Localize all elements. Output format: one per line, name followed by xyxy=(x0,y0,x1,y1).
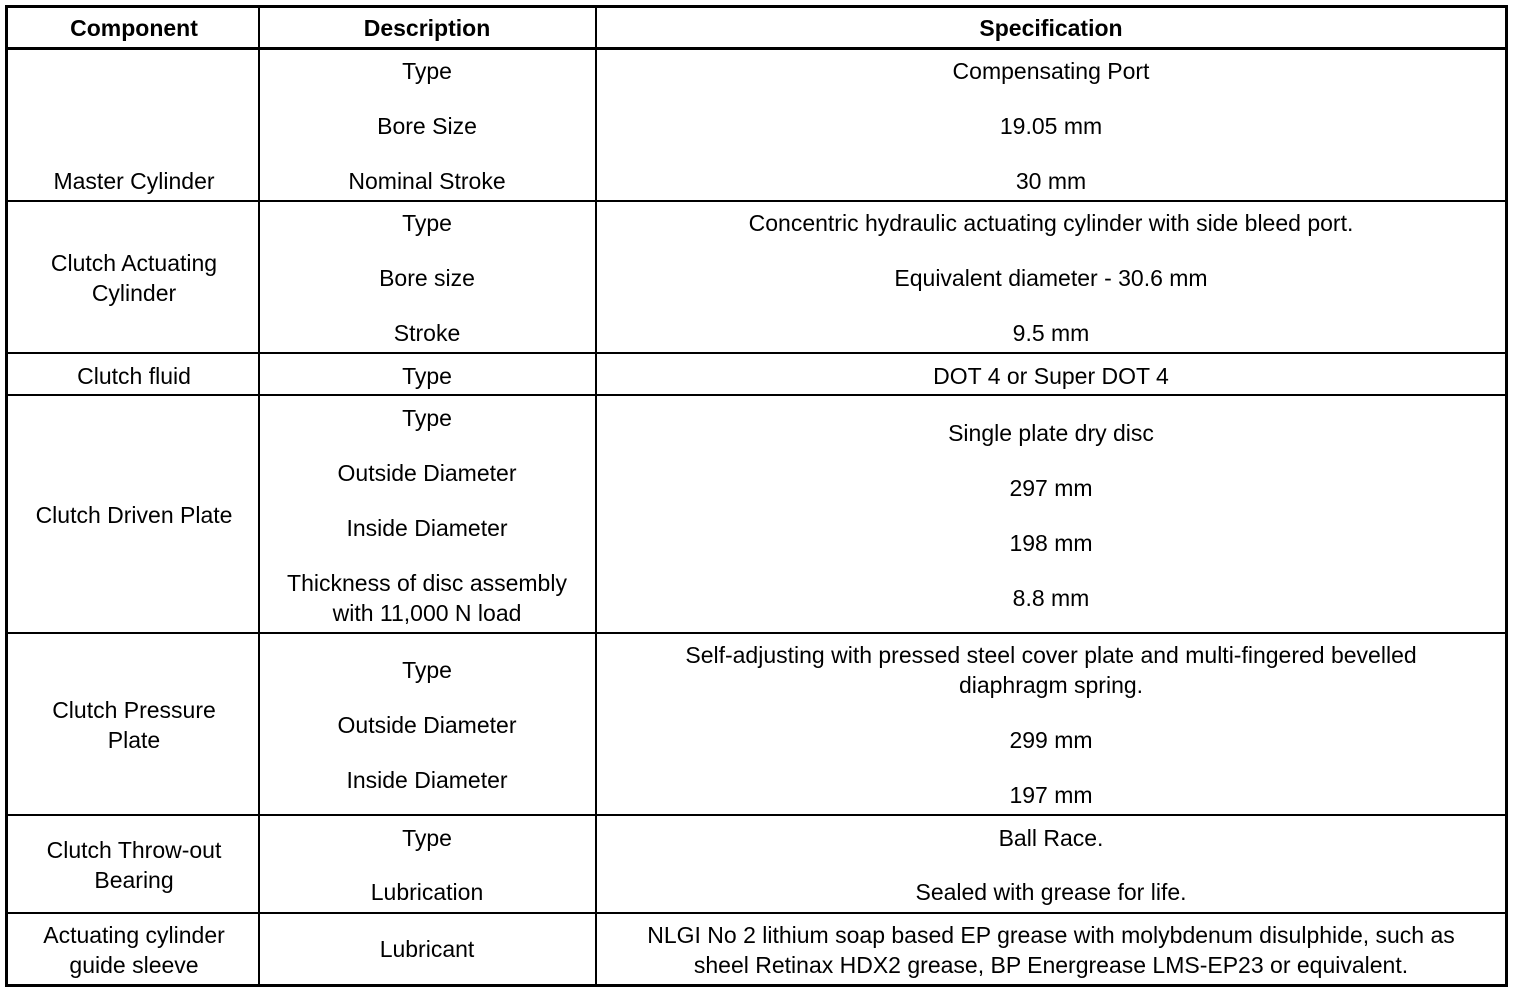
specification-cell: Concentric hydraulic actuating cylinder with side bleed port. xyxy=(748,210,1354,236)
component-cell: Clutch Pressure xyxy=(52,697,216,723)
specification-cell: DOT 4 or Super DOT 4 xyxy=(933,363,1169,389)
header-component: Component xyxy=(70,15,198,41)
description-cell: Outside Diameter xyxy=(337,712,517,738)
description-cell: Inside Diameter xyxy=(346,515,508,541)
description-cell: Type xyxy=(402,363,452,389)
column-divider xyxy=(595,8,597,984)
description-cell: Thickness of disc assembly xyxy=(287,570,567,596)
header-specification: Specification xyxy=(979,15,1123,41)
row-divider xyxy=(8,200,1505,202)
header-description: Description xyxy=(363,15,491,41)
description-cell: Outside Diameter xyxy=(337,460,517,486)
specification-cell: Sealed with grease for life. xyxy=(915,879,1187,905)
component-cell: Plate xyxy=(107,727,161,753)
description-cell: Type xyxy=(402,825,452,851)
component-cell: Actuating cylinder xyxy=(43,922,225,948)
specification-cell: Single plate dry disc xyxy=(948,420,1154,446)
component-cell: Clutch Driven Plate xyxy=(35,502,233,528)
row-divider xyxy=(8,814,1505,816)
specification-cell: 299 mm xyxy=(1009,727,1093,753)
column-divider xyxy=(258,8,260,984)
description-cell: Type xyxy=(402,58,452,84)
specification-cell: 30 mm xyxy=(1015,168,1087,194)
specification-cell: 197 mm xyxy=(1009,782,1093,808)
specification-cell: diaphragm spring. xyxy=(958,672,1144,698)
description-cell: Inside Diameter xyxy=(346,767,508,793)
description-cell: Type xyxy=(402,405,452,431)
description-cell: Stroke xyxy=(393,320,461,346)
specification-cell: sheel Retinax HDX2 grease, BP Energrease LMS-EP23 or equivalent. xyxy=(693,952,1409,978)
specification-cell: Self-adjusting with pressed steel cover plate and multi-fingered bevelled xyxy=(685,642,1417,668)
component-cell: Cylinder xyxy=(91,280,177,306)
specification-cell: 8.8 mm xyxy=(1012,585,1090,611)
specification-cell: Ball Race. xyxy=(998,825,1104,851)
specification-cell: Compensating Port xyxy=(952,58,1150,84)
specification-cell: NLGI No 2 lithium soap based EP grease with molybdenum disulphide, such as xyxy=(647,922,1455,948)
description-cell: Bore Size xyxy=(377,113,477,139)
component-cell: guide sleeve xyxy=(69,952,199,978)
description-cell: Nominal Stroke xyxy=(348,168,506,194)
description-cell: Lubricant xyxy=(379,936,475,962)
specification-table xyxy=(5,5,1508,987)
component-cell: Clutch Throw-out xyxy=(46,837,222,863)
component-cell: Clutch fluid xyxy=(77,363,191,389)
row-divider xyxy=(8,394,1505,396)
description-cell: Type xyxy=(402,657,452,683)
specification-cell: 198 mm xyxy=(1009,530,1093,556)
description-cell: Type xyxy=(402,210,452,236)
description-cell: Lubrication xyxy=(370,879,484,905)
row-divider xyxy=(8,912,1505,914)
component-cell: Clutch Actuating xyxy=(50,250,218,276)
component-cell: Master Cylinder xyxy=(53,168,215,194)
description-cell: Bore size xyxy=(379,265,475,291)
row-divider xyxy=(8,352,1505,354)
specification-cell: Equivalent diameter - 30.6 mm xyxy=(894,265,1208,291)
specification-cell: 297 mm xyxy=(1009,475,1093,501)
row-divider xyxy=(8,632,1505,634)
specification-cell: 9.5 mm xyxy=(1012,320,1090,346)
component-cell: Bearing xyxy=(94,867,174,893)
specification-cell: 19.05 mm xyxy=(999,113,1103,139)
description-cell: with 11,000 N load xyxy=(332,600,522,626)
header-divider xyxy=(8,47,1505,50)
